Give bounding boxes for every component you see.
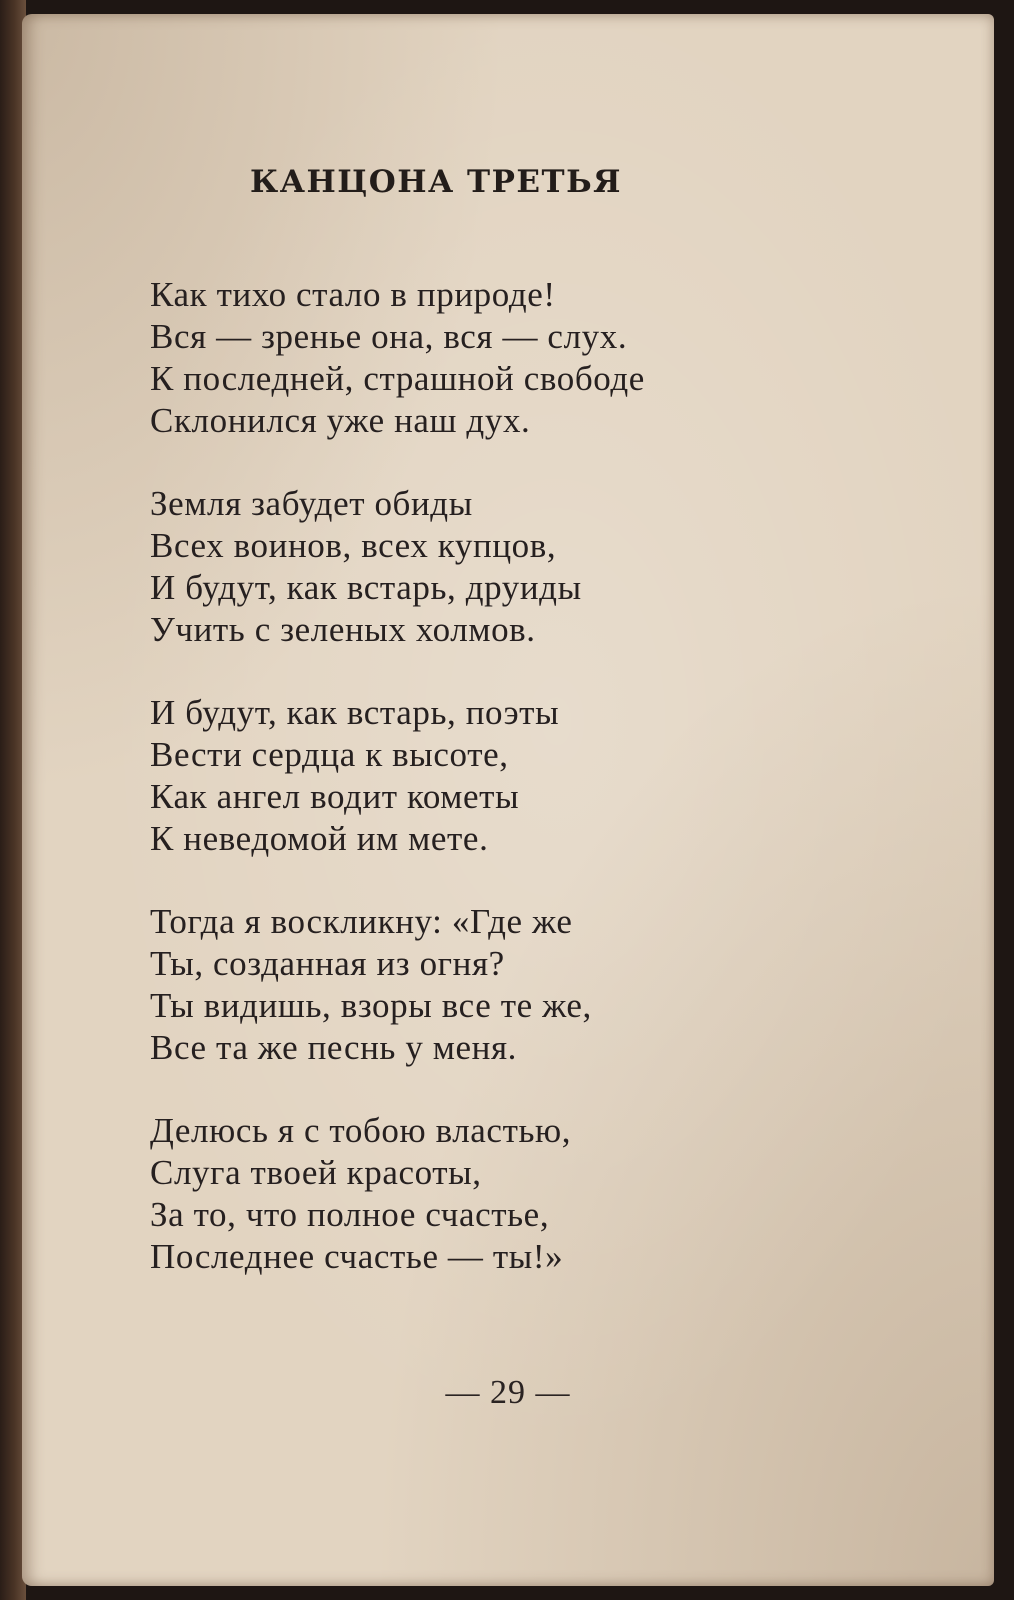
poem-line: Последнее счастье — ты!» xyxy=(150,1237,564,1276)
poem-line: К последней, страшной свободе xyxy=(150,359,645,398)
poem-line: Всех воинов, всех купцов, xyxy=(150,526,557,565)
poem-line: Как тихо стало в природе! xyxy=(150,275,556,314)
poem-title: КАНЦОНА ТРЕТЬЯ xyxy=(250,164,623,200)
stanza-3 xyxy=(150,692,790,860)
poem-line: Вести сердца к высоте, xyxy=(150,735,509,774)
poem-line: Делюсь я с тобою властью, xyxy=(150,1111,572,1150)
page-number: — 29 — xyxy=(445,1374,571,1411)
poem-line: Ты, созданная из огня? xyxy=(150,944,505,983)
poem-line: Склонился уже наш дух. xyxy=(150,401,531,440)
poem-line: Учить с зеленых холмов. xyxy=(150,610,536,649)
poem-line: К неведомой им мете. xyxy=(150,819,489,858)
poem-line: Вся — зренье она, вся — слух. xyxy=(150,317,628,356)
stanza-2 xyxy=(150,483,790,651)
poem-line: За то, что полное счастье, xyxy=(150,1195,550,1234)
poem-line: Все та же песнь у меня. xyxy=(150,1028,518,1067)
stanza-5 xyxy=(150,1110,790,1278)
poem-line: И будут, как встарь, поэты xyxy=(150,693,560,732)
poem-line: Земля забудет обиды xyxy=(150,484,473,523)
poem-body xyxy=(150,274,790,1319)
poem-line: Как ангел водит кометы xyxy=(150,777,520,816)
stanza-1 xyxy=(150,274,790,442)
book-page xyxy=(22,14,994,1586)
stanza-4 xyxy=(150,901,790,1069)
poem-line: Тогда я воскликну: «Где же xyxy=(150,902,573,941)
poem-line: Ты видишь, взоры все те же, xyxy=(150,986,592,1025)
poem-line: И будут, как встарь, друиды xyxy=(150,568,582,607)
poem-line: Слуга твоей красоты, xyxy=(150,1153,482,1192)
